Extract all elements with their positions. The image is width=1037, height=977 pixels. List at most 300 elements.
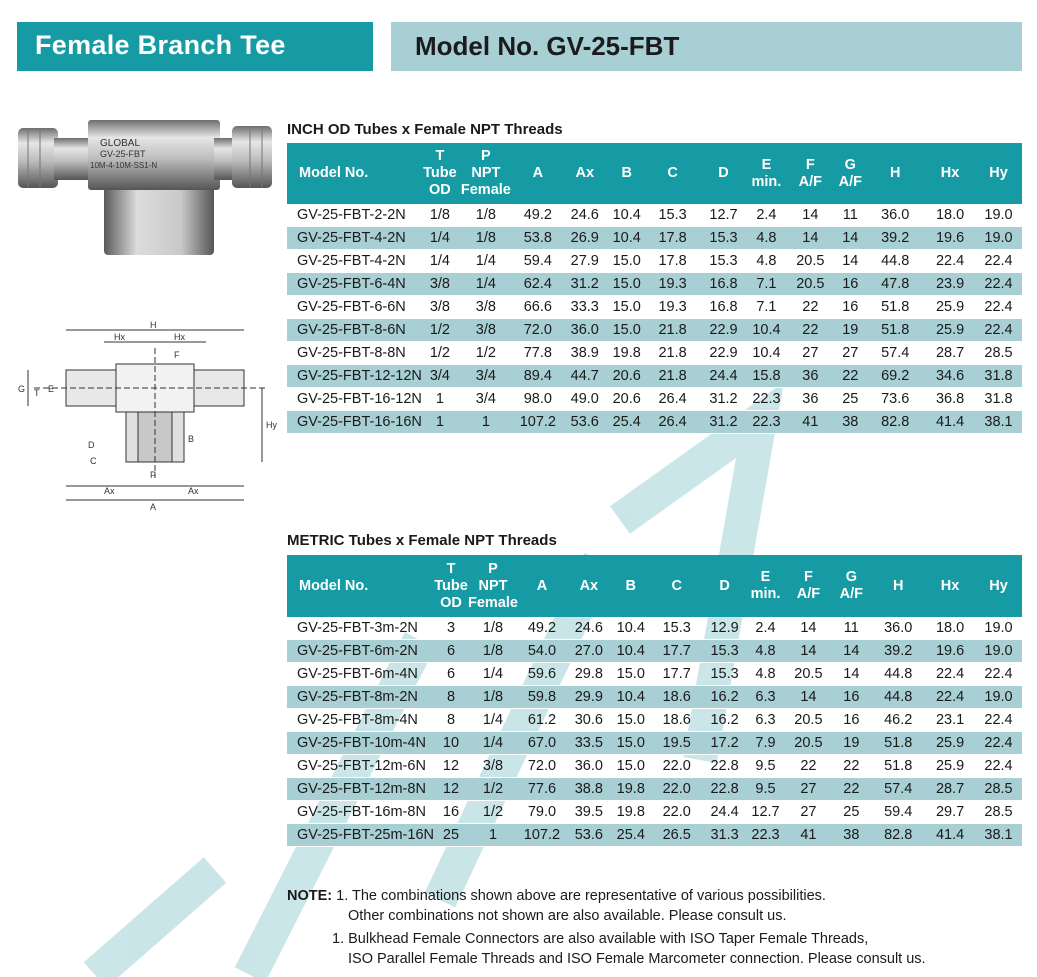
table-row xyxy=(287,709,1022,732)
engraving-3: 10M-4-10M-SS1-N xyxy=(90,161,158,170)
table-cell: 15.0 xyxy=(608,296,646,319)
dim-g: G xyxy=(18,384,26,394)
table-cell: 10 xyxy=(434,732,468,755)
page-title: Female Branch Tee xyxy=(35,30,286,60)
dim-hx-right: Hx xyxy=(174,332,185,342)
table-cell: 22.3 xyxy=(747,411,785,434)
metric-header-1-line-2: OD xyxy=(440,594,462,611)
dim-ax-right: Ax xyxy=(188,486,199,496)
dim-t: T xyxy=(34,388,40,398)
model-number-cell: GV-25-FBT-12-12N xyxy=(287,365,422,388)
table-cell: 27 xyxy=(785,342,835,365)
table-cell: 18.6 xyxy=(650,686,704,709)
inch-header-1-line-0: T xyxy=(435,148,445,164)
metric-header-4-line-0: Ax xyxy=(579,577,599,594)
table-cell: 19.3 xyxy=(646,296,700,319)
table-cell: 17.8 xyxy=(646,227,700,250)
inch-header-10-line-1: A/F xyxy=(838,173,862,190)
table-cell: 47.8 xyxy=(865,273,925,296)
inch-header-7-line-0: D xyxy=(718,165,729,181)
table-cell: 66.6 xyxy=(514,296,562,319)
inch-header-11 xyxy=(865,143,925,204)
table-cell: 25.9 xyxy=(925,319,975,342)
table-cell: 19.0 xyxy=(975,617,1022,640)
table-cell: 14 xyxy=(785,204,835,227)
table-cell: 19.8 xyxy=(612,801,650,824)
table-cell: 16.8 xyxy=(700,273,748,296)
table-cell: 69.2 xyxy=(865,365,925,388)
table-row xyxy=(287,296,1022,319)
table-cell: 1/2 xyxy=(422,342,458,365)
dim-a: A xyxy=(150,502,157,512)
table-cell: 6.3 xyxy=(746,686,786,709)
table-cell: 14 xyxy=(785,227,835,250)
metric-header-8-line-1: min. xyxy=(750,586,781,602)
table-cell: 28.5 xyxy=(975,801,1022,824)
table-cell: 49.2 xyxy=(514,204,562,227)
table-cell: 19.8 xyxy=(608,342,646,365)
inch-header-7 xyxy=(700,143,748,204)
table-cell: 10.4 xyxy=(612,640,650,663)
table-cell: 8 xyxy=(434,686,468,709)
table-cell: 15.3 xyxy=(700,227,748,250)
table-cell: 73.6 xyxy=(865,388,925,411)
table-cell: 22.4 xyxy=(925,250,975,273)
table-cell: 3/8 xyxy=(422,273,458,296)
table-cell: 12.9 xyxy=(704,617,746,640)
table-cell: 8 xyxy=(434,709,468,732)
table-cell: 51.8 xyxy=(865,319,925,342)
metric-header-9-line-0: F xyxy=(803,569,813,585)
table-cell: 41 xyxy=(785,824,831,847)
table-cell: 22.8 xyxy=(704,778,746,801)
table-cell: 33.5 xyxy=(566,732,612,755)
model-number-cell: GV-25-FBT-16-12N xyxy=(287,388,422,411)
note-2-number: 1. xyxy=(332,931,345,947)
table-cell: 14 xyxy=(785,686,831,709)
table-cell: 1/8 xyxy=(458,227,514,250)
note-1-line-1: The combinations shown above are representative of various possibilities. xyxy=(352,888,826,904)
table-row xyxy=(287,204,1022,227)
dim-c: C xyxy=(90,456,97,466)
table-cell: 22.3 xyxy=(746,824,786,847)
table-cell: 20.6 xyxy=(608,388,646,411)
table-cell: 1/8 xyxy=(422,204,458,227)
table-cell: 7.1 xyxy=(747,296,785,319)
table-cell: 33.3 xyxy=(562,296,608,319)
table-cell: 29.9 xyxy=(566,686,612,709)
metric-header-0-line-0: Model No. xyxy=(299,577,369,594)
table-cell: 15.3 xyxy=(700,250,748,273)
table-cell: 22 xyxy=(835,365,865,388)
model-number-cell: GV-25-FBT-6-4N xyxy=(287,273,422,296)
table-cell: 41.4 xyxy=(925,824,975,847)
notes-block xyxy=(287,886,926,969)
inch-header-9-line-1: A/F xyxy=(798,173,823,190)
table-cell: 1/8 xyxy=(468,686,518,709)
inch-header-9 xyxy=(785,143,835,204)
table-cell: 17.2 xyxy=(704,732,746,755)
table-cell: 31.2 xyxy=(562,273,608,296)
inch-section-title: INCH OD Tubes x Female NPT Threads xyxy=(287,121,563,138)
table-cell: 22.0 xyxy=(650,755,704,778)
table-cell: 28.5 xyxy=(975,778,1022,801)
table-cell: 24.6 xyxy=(566,617,612,640)
table-row xyxy=(287,365,1022,388)
metric-header-9 xyxy=(785,555,831,617)
dim-p: P xyxy=(150,470,157,480)
metric-header-5-line-0: B xyxy=(625,577,637,594)
table-row xyxy=(287,663,1022,686)
table-cell: 15.0 xyxy=(612,663,650,686)
table-cell: 22.4 xyxy=(975,732,1022,755)
table-cell: 44.7 xyxy=(562,365,608,388)
inch-header-0-line-0: Model No. xyxy=(299,165,369,181)
table-cell: 38 xyxy=(835,411,865,434)
inch-header-12-line-0: Hx xyxy=(940,165,960,181)
table-cell: 1/2 xyxy=(458,342,514,365)
table-cell: 39.5 xyxy=(566,801,612,824)
table-cell: 72.0 xyxy=(518,755,566,778)
table-cell: 3/4 xyxy=(422,365,458,388)
table-cell: 39.2 xyxy=(865,227,925,250)
inch-header-2 xyxy=(458,143,514,204)
note-2-line-1: Bulkhead Female Connectors are also available with ISO Taper Female Threads, xyxy=(348,931,869,947)
dim-ax-left: Ax xyxy=(104,486,115,496)
inch-header-5 xyxy=(608,143,646,204)
model-number: Model No. GV-25-FBT xyxy=(415,31,680,61)
inch-header-3-line-0: A xyxy=(532,165,544,181)
table-cell: 9.5 xyxy=(746,778,786,801)
table-cell: 15.3 xyxy=(704,640,746,663)
table-cell: 36.0 xyxy=(871,617,925,640)
inch-spec-table xyxy=(287,143,1022,434)
table-cell: 10.4 xyxy=(612,686,650,709)
table-cell: 17.7 xyxy=(650,640,704,663)
table-cell: 20.5 xyxy=(785,250,835,273)
table-cell: 25 xyxy=(835,388,865,411)
table-cell: 28.7 xyxy=(925,342,975,365)
table-cell: 17.8 xyxy=(646,250,700,273)
table-cell: 1/8 xyxy=(458,204,514,227)
table-cell: 22 xyxy=(785,319,835,342)
table-cell: 12.7 xyxy=(746,801,786,824)
note-1-line-2: Other combinations not shown are also available. Please consult us. xyxy=(348,908,787,924)
table-cell: 3/8 xyxy=(458,319,514,342)
inch-header-6-line-0: C xyxy=(667,165,678,181)
metric-header-4 xyxy=(566,555,612,617)
table-cell: 1/2 xyxy=(422,319,458,342)
table-cell: 22.4 xyxy=(975,296,1022,319)
table-cell: 1/2 xyxy=(468,778,518,801)
table-cell: 26.5 xyxy=(650,824,704,847)
dim-hx-left: Hx xyxy=(114,332,125,342)
metric-header-10-line-1: A/F xyxy=(839,586,863,602)
table-row xyxy=(287,273,1022,296)
table-cell: 38.1 xyxy=(975,824,1022,847)
table-cell: 3/4 xyxy=(458,365,514,388)
inch-header-4 xyxy=(562,143,608,204)
table-cell: 19.6 xyxy=(925,227,975,250)
table-cell: 107.2 xyxy=(514,411,562,434)
table-cell: 20.5 xyxy=(785,273,835,296)
table-cell: 22.4 xyxy=(925,686,975,709)
inch-header-13-line-0: Hy xyxy=(989,165,1008,181)
table-row xyxy=(287,411,1022,434)
table-cell: 1 xyxy=(458,411,514,434)
model-number-cell: GV-25-FBT-16-16N xyxy=(287,411,422,434)
table-cell: 4.8 xyxy=(746,663,786,686)
model-number-cell: GV-25-FBT-8m-2N xyxy=(287,686,434,709)
model-number-cell: GV-25-FBT-3m-2N xyxy=(287,617,434,640)
table-cell: 26.4 xyxy=(646,388,700,411)
table-cell: 10.4 xyxy=(747,319,785,342)
metric-header-6-line-0: C xyxy=(671,577,682,594)
metric-header-1 xyxy=(434,555,468,617)
inch-header-9-line-0: F xyxy=(805,156,815,173)
table-row xyxy=(287,801,1022,824)
table-cell: 29.8 xyxy=(566,663,612,686)
table-cell: 44.8 xyxy=(871,663,925,686)
table-cell: 27 xyxy=(785,801,831,824)
table-cell: 41 xyxy=(785,411,835,434)
inch-header-8-line-0: E xyxy=(761,156,772,173)
table-row xyxy=(287,640,1022,663)
metric-header-10-line-0: G xyxy=(845,569,857,585)
table-cell: 28.7 xyxy=(925,778,975,801)
table-cell: 14 xyxy=(831,663,871,686)
table-cell: 16 xyxy=(835,296,865,319)
table-cell: 2.4 xyxy=(747,204,785,227)
metric-header-7 xyxy=(704,555,746,617)
table-cell: 31.8 xyxy=(975,388,1022,411)
dim-hy: Hy xyxy=(266,420,277,430)
inch-header-8 xyxy=(747,143,785,204)
table-cell: 22.4 xyxy=(975,663,1022,686)
table-cell: 72.0 xyxy=(514,319,562,342)
table-cell: 22.4 xyxy=(975,319,1022,342)
table-cell: 16.8 xyxy=(700,296,748,319)
table-cell: 27.0 xyxy=(566,640,612,663)
table-cell: 31.2 xyxy=(700,411,748,434)
metric-header-13 xyxy=(975,555,1022,617)
inch-header-0 xyxy=(287,143,422,204)
metric-section-title: METRIC Tubes x Female NPT Threads xyxy=(287,532,557,549)
table-row xyxy=(287,388,1022,411)
table-cell: 20.6 xyxy=(608,365,646,388)
table-cell: 21.8 xyxy=(646,342,700,365)
table-cell: 31.2 xyxy=(700,388,748,411)
metric-header-2 xyxy=(468,555,518,617)
table-cell: 15.3 xyxy=(704,663,746,686)
table-cell: 30.6 xyxy=(566,709,612,732)
table-row xyxy=(287,778,1022,801)
inch-header-13 xyxy=(975,143,1022,204)
table-cell: 29.7 xyxy=(925,801,975,824)
table-cell: 20.5 xyxy=(785,732,831,755)
metric-header-8-line-0: E xyxy=(760,569,771,585)
table-cell: 4.8 xyxy=(747,250,785,273)
table-cell: 23.9 xyxy=(925,273,975,296)
table-cell: 6 xyxy=(434,663,468,686)
table-cell: 53.8 xyxy=(514,227,562,250)
table-cell: 1 xyxy=(422,411,458,434)
table-row xyxy=(287,227,1022,250)
dim-f: F xyxy=(174,350,180,360)
table-cell: 19 xyxy=(835,319,865,342)
table-cell: 20.5 xyxy=(785,709,831,732)
inch-header-11-line-0: H xyxy=(889,165,901,181)
metric-header-5 xyxy=(612,555,650,617)
table-cell: 15.0 xyxy=(608,250,646,273)
table-cell: 49.0 xyxy=(562,388,608,411)
table-cell: 10.4 xyxy=(608,204,646,227)
table-row xyxy=(287,824,1022,847)
inch-header-5-line-0: B xyxy=(621,165,632,181)
table-cell: 26.9 xyxy=(562,227,608,250)
table-cell: 16 xyxy=(835,273,865,296)
table-cell: 19.0 xyxy=(975,640,1022,663)
table-cell: 27 xyxy=(835,342,865,365)
metric-header-1-line-0: T xyxy=(446,560,456,577)
table-cell: 67.0 xyxy=(518,732,566,755)
table-cell: 27.9 xyxy=(562,250,608,273)
table-cell: 3/8 xyxy=(458,296,514,319)
table-cell: 51.8 xyxy=(865,296,925,319)
table-cell: 10.4 xyxy=(747,342,785,365)
table-cell: 26.4 xyxy=(646,411,700,434)
model-number-cell: GV-25-FBT-16m-8N xyxy=(287,801,434,824)
table-cell: 1/4 xyxy=(458,273,514,296)
table-cell: 11 xyxy=(835,204,865,227)
model-number-cell: GV-25-FBT-8-8N xyxy=(287,342,422,365)
table-cell: 3/4 xyxy=(458,388,514,411)
dim-h: H xyxy=(150,320,157,330)
table-cell: 22.4 xyxy=(975,273,1022,296)
inch-header-8-line-1: min. xyxy=(751,173,782,190)
table-cell: 12.7 xyxy=(700,204,748,227)
inch-header-2-line-2: Female xyxy=(460,182,511,198)
table-cell: 19.6 xyxy=(925,640,975,663)
inch-header-4-line-0: Ax xyxy=(575,165,595,181)
table-cell: 1 xyxy=(468,824,518,847)
metric-header-9-line-1: A/F xyxy=(796,586,821,602)
table-cell: 22.0 xyxy=(650,778,704,801)
table-cell: 16 xyxy=(831,686,871,709)
table-cell: 25.4 xyxy=(612,824,650,847)
table-cell: 19.8 xyxy=(612,778,650,801)
table-cell: 62.4 xyxy=(514,273,562,296)
table-cell: 82.8 xyxy=(871,824,925,847)
table-cell: 16 xyxy=(434,801,468,824)
table-cell: 18.6 xyxy=(650,709,704,732)
table-cell: 19.0 xyxy=(975,227,1022,250)
table-cell: 1/2 xyxy=(468,801,518,824)
table-cell: 19 xyxy=(831,732,871,755)
table-cell: 51.8 xyxy=(871,732,925,755)
metric-header-1-line-1: Tube xyxy=(434,577,468,594)
table-cell: 16.2 xyxy=(704,709,746,732)
metric-header-0 xyxy=(287,555,434,617)
table-cell: 15.0 xyxy=(612,709,650,732)
model-number-cell: GV-25-FBT-6m-2N xyxy=(287,640,434,663)
table-cell: 51.8 xyxy=(871,755,925,778)
table-cell: 19.5 xyxy=(650,732,704,755)
metric-header-2-line-2: Female xyxy=(467,594,518,611)
inch-header-1-line-2: OD xyxy=(429,182,451,198)
table-cell: 15.0 xyxy=(612,755,650,778)
table-cell: 6.3 xyxy=(746,709,786,732)
table-cell: 15.3 xyxy=(650,617,704,640)
table-cell: 23.1 xyxy=(925,709,975,732)
table-cell: 18.0 xyxy=(925,204,975,227)
dim-d: D xyxy=(88,440,95,450)
metric-header-13-line-0: Hy xyxy=(989,577,1008,594)
table-cell: 41.4 xyxy=(925,411,975,434)
table-cell: 10.4 xyxy=(612,617,650,640)
table-cell: 1/4 xyxy=(468,663,518,686)
table-cell: 22 xyxy=(785,296,835,319)
inch-header-10 xyxy=(835,143,865,204)
table-cell: 3 xyxy=(434,617,468,640)
table-cell: 14 xyxy=(785,617,831,640)
table-cell: 107.2 xyxy=(518,824,566,847)
table-cell: 1/4 xyxy=(468,732,518,755)
table-cell: 1/4 xyxy=(422,250,458,273)
table-cell: 15.3 xyxy=(646,204,700,227)
table-cell: 25.9 xyxy=(925,732,975,755)
table-cell: 25.9 xyxy=(925,755,975,778)
inch-header-1-line-1: Tube xyxy=(423,165,457,181)
model-number-cell: GV-25-FBT-25m-16N xyxy=(287,824,434,847)
model-number-cell: GV-25-FBT-6m-4N xyxy=(287,663,434,686)
model-number-cell: GV-25-FBT-4-2N xyxy=(287,250,422,273)
table-cell: 77.6 xyxy=(518,778,566,801)
table-cell: 7.1 xyxy=(747,273,785,296)
table-cell: 22.8 xyxy=(704,755,746,778)
table-cell: 38 xyxy=(831,824,871,847)
table-cell: 22.9 xyxy=(700,342,748,365)
engraving-2: GV-25-FBT xyxy=(100,149,146,159)
model-number-cell: GV-25-FBT-10m-4N xyxy=(287,732,434,755)
table-row xyxy=(287,755,1022,778)
metric-header-6 xyxy=(650,555,704,617)
table-cell: 21.8 xyxy=(646,319,700,342)
model-number-cell: GV-25-FBT-2-2N xyxy=(287,204,422,227)
table-cell: 46.2 xyxy=(871,709,925,732)
metric-header-8 xyxy=(746,555,786,617)
metric-header-12 xyxy=(925,555,975,617)
table-cell: 38.9 xyxy=(562,342,608,365)
table-cell: 22.4 xyxy=(975,709,1022,732)
table-cell: 36.0 xyxy=(865,204,925,227)
metric-header-11 xyxy=(871,555,925,617)
table-cell: 7.9 xyxy=(746,732,786,755)
table-cell: 27 xyxy=(785,778,831,801)
table-cell: 2.4 xyxy=(746,617,786,640)
table-cell: 44.8 xyxy=(871,686,925,709)
table-cell: 38.8 xyxy=(566,778,612,801)
metric-spec-table xyxy=(287,555,1022,847)
table-cell: 53.6 xyxy=(566,824,612,847)
metric-header-11-line-0: H xyxy=(892,577,904,594)
table-cell: 25 xyxy=(434,824,468,847)
table-cell: 36.0 xyxy=(562,319,608,342)
table-row xyxy=(287,319,1022,342)
table-cell: 1/4 xyxy=(458,250,514,273)
table-cell: 31.8 xyxy=(975,365,1022,388)
table-cell: 34.6 xyxy=(925,365,975,388)
